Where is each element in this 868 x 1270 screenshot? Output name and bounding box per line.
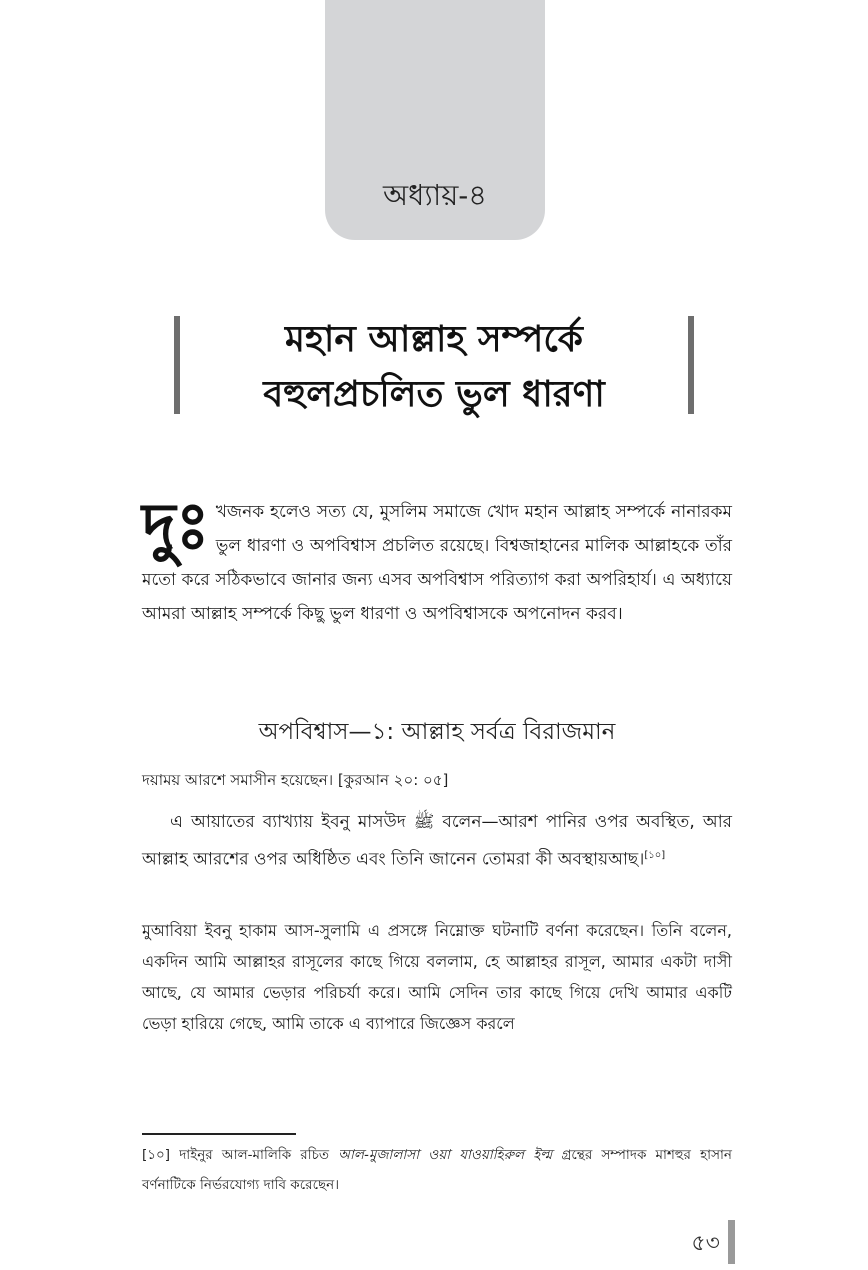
chapter-title xyxy=(190,312,678,422)
footnote-book-title: আল-মুজালাসা ওয়া যাওয়াহিরুল ইল্ম xyxy=(338,1147,553,1163)
body-paragraph-1 xyxy=(142,805,732,877)
body-paragraph-1-text: এ আয়াতের ব্যাখ্যায় ইবনু মাসউদ ﷺ বলেন—আরশ পানির ওপর অবস্থিত, আর আল্লাহ আরশের ওপর অধিষ্ঠিত এবং তিনি জানেন তোমরা কী অবস্থায়আছ। xyxy=(142,812,732,870)
ayah-quote: দয়াময় আরশে সমাসীন হয়েছেন। [কুরআন ২০: ০৫] xyxy=(142,771,449,789)
footnote-marker: [১০] xyxy=(142,1147,171,1163)
page-number: ৫৩ xyxy=(691,1231,720,1256)
footnote xyxy=(142,1140,732,1200)
title-right-bar xyxy=(688,316,694,414)
chapter-label: অধ্যায়-৪ xyxy=(383,178,487,212)
section-heading: অপবিশ্বাস—১: আল্লাহ সর্বত্র বিরাজমান xyxy=(258,719,616,745)
chapter-title-line2: বহুলপ্রচলিত ভুল ধারণা xyxy=(263,374,605,415)
chapter-title-line1: মহান আল্লাহ সম্পর্কে xyxy=(285,319,583,360)
intro-text: খজনক হলেও সত্য যে, মুসলিম সমাজে খোদ মহান আল্লাহ সম্পর্কে নানারকম ভুল ধারণা ও অপবিশ্বাস প্রচলিত রয়েছে। বিশ্বজাহানের মালিক আল্লাহকে তাঁর মতো করে সঠিকভাবে জানার জন্য এসব অপবিশ্বাস পরিত্যাগ করা অপরিহার্য। এ অধ্যায়ে আমরা আল্লাহ সম্পর্কে কিছু ভুল ধারণা ও অপবিশ্বাসকে অপনোদন করব। xyxy=(142,502,732,624)
drop-cap: দুঃ xyxy=(142,490,210,564)
footnote-separator xyxy=(142,1133,296,1135)
footnote-text-post: গ্রন্থের সম্পাদক মাশহুর হাসান বর্ণনাটিকে নির্ভরযোগ্য দাবি করেছেন। xyxy=(142,1147,732,1193)
chapter-tab xyxy=(325,0,545,240)
footnote-reference[interactable]: [১০] xyxy=(644,850,666,861)
page-number-bar xyxy=(728,1220,735,1264)
title-left-bar xyxy=(174,316,180,414)
body-paragraph-2: মুআবিয়া ইবনু হাকাম আস-সুলামি এ প্রসঙ্গে নিম্নোক্ত ঘটনাটি বর্ণনা করেছেন। তিনি বলেন, একদিন আমি আল্লাহর রাসূলের কাছে গিয়ে বললাম, হে আল্লাহর রাসূল, আমার একটা দাসী আছে, যে আমার ভেড়ার পরিচর্যা করে। আমি সেদিন তার কাছে গিয়ে দেখি আমার একটি ভেড়া হারিয়ে গেছে, আমি তাকে এ ব্যাপারে জিজ্ঞেস করলে xyxy=(142,921,732,1033)
intro-paragraph xyxy=(142,490,732,631)
footnote-text-pre: দাইনুর আল-মালিকি রচিত xyxy=(179,1147,330,1163)
